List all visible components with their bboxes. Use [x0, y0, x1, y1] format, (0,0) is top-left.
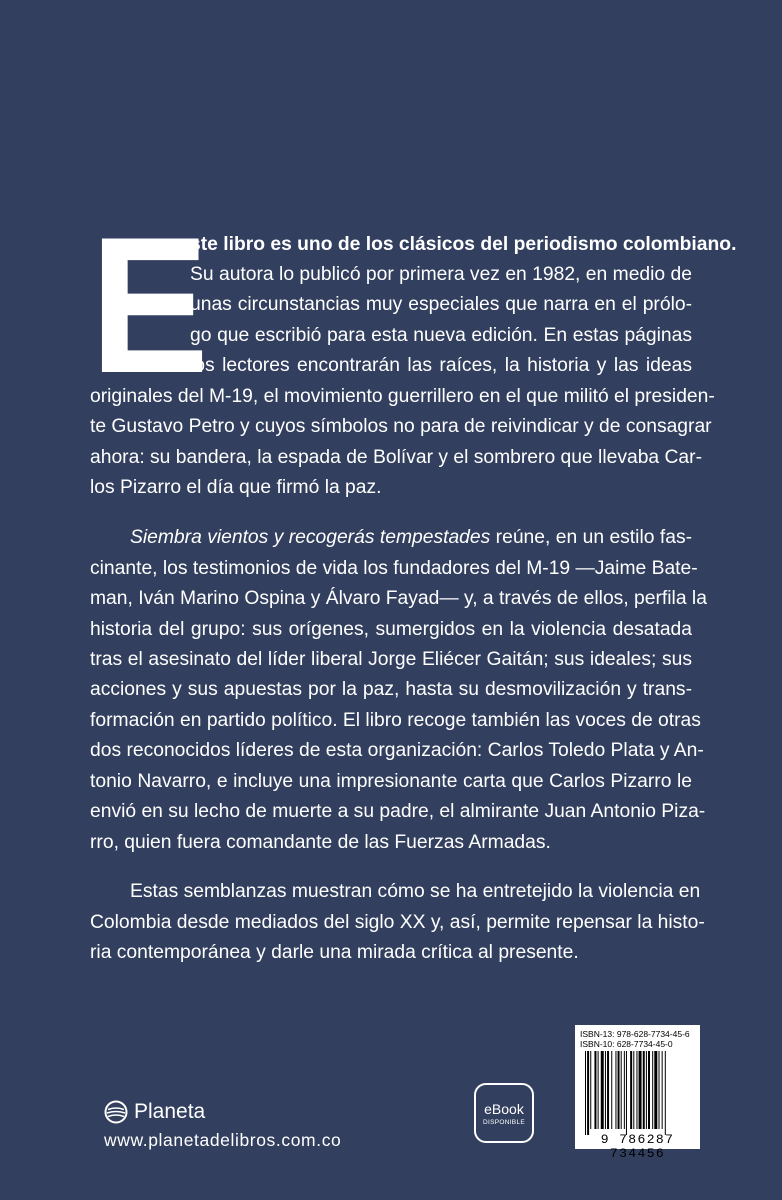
synopsis-line: acciones y sus apuestas por la paz, hasta su desmovilización y trans- [90, 679, 692, 700]
synopsis-line: man, Iván Marino Ospina y Álvaro Fayad— y, a través de ellos, perfila la [90, 588, 707, 609]
ebook-badge [474, 1083, 534, 1143]
publisher-logo [104, 1100, 205, 1124]
barcode-digits: 9 786287 734456 [600, 1132, 675, 1161]
publisher-url: www.planetadelibros.com.co [104, 1130, 342, 1150]
isbn-10: ISBN-10: 628-7734-45-0 [580, 1039, 673, 1049]
ebook-subtitle: DISPONIBLE [482, 1118, 525, 1126]
barcode-icon [575, 1051, 700, 1137]
synopsis-line: tonio Navarro, e incluye una impresionante carta que Carlos Pizarro le [90, 771, 692, 792]
synopsis-line: unas circunstancias muy especiales que narra en el prólo- [190, 294, 692, 315]
barcode-block [575, 1025, 700, 1161]
synopsis-line: ria contemporánea y darle una mirada crítica al presente. [90, 942, 579, 963]
synopsis-line: originales del M-19, el movimiento guerrillero en el que militó el presiden- [90, 386, 715, 407]
synopsis-line: go que escribió para esta nueva edición. En estas páginas [190, 325, 692, 346]
synopsis-line: envió en su lecho de muerte a su padre, el almirante Juan Antonio Piza- [90, 801, 706, 822]
synopsis-line: Estas semblanzas muestran cómo se ha entretejido la violencia en [130, 881, 701, 902]
synopsis-line: tras el asesinato del líder liberal Jorge Eliécer Gaitán; sus ideales; sus [90, 649, 692, 670]
synopsis-line: te Gustavo Petro y cuyos símbolos no para de reivindicar y de consagrar [90, 416, 712, 437]
synopsis-line: dos reconocidos líderes de esta organización: Carlos Toledo Plata y An- [90, 740, 704, 761]
synopsis-line: ste libro es uno de los clásicos del periodismo colombiano. [190, 234, 737, 255]
drop-cap-letter: E [90, 197, 208, 414]
synopsis-line: Colombia desde mediados del siglo XX y, así, permite repensar la histo- [90, 912, 705, 933]
synopsis-line: los lectores encontrarán las raíces, la historia y las ideas [190, 355, 692, 376]
synopsis-line: rro, quien fuera comandante de las Fuerzas Armadas. [90, 832, 551, 853]
synopsis-line: cinante, los testimonios de vida los fundadores del M-19 —Jaime Bate- [90, 558, 698, 579]
book-title-italic: Siembra vientos y recogerás tempestades [130, 527, 491, 548]
synopsis-line: historia del grupo: sus orígenes, sumergidos en la violencia desatada [90, 619, 692, 640]
synopsis-line: los Pizarro el día que firmó la paz. [90, 477, 382, 498]
publisher-name: Planeta [134, 1100, 206, 1123]
synopsis-line: Siembra vientos y recogerás tempestades reúne, en un estilo fas- [130, 527, 693, 548]
synopsis-line: ahora: su bandera, la espada de Bolívar y el sombrero que llevaba Car- [90, 447, 703, 468]
planet-icon [104, 1100, 128, 1124]
ebook-title: eBook [484, 1100, 524, 1117]
isbn-13: ISBN-13: 978-628-7734-45-6 [580, 1029, 690, 1039]
synopsis-line: formación en partido político. El libro recoge también las voces de otras [90, 710, 701, 731]
synopsis-line: Su autora lo publicó por primera vez en 1982, en medio de [190, 264, 692, 285]
